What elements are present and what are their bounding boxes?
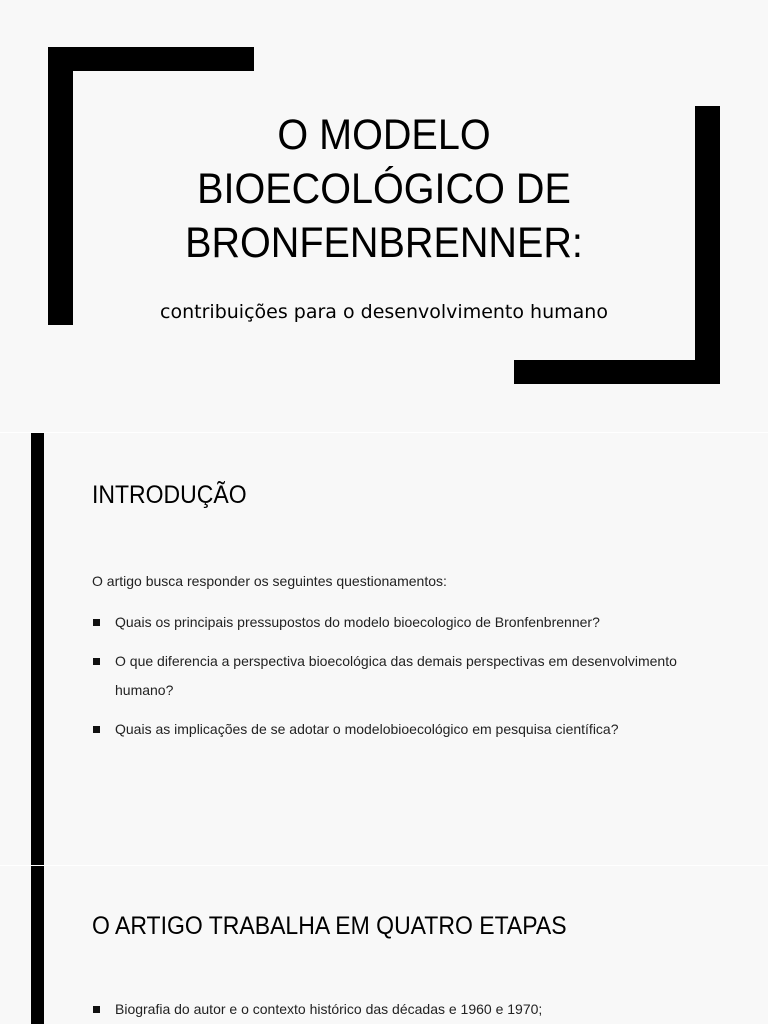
intro-lead-text: O artigo busca responder os seguintes questionamentos:	[92, 573, 447, 589]
title-slide	[0, 0, 768, 432]
main-title-line-1: O MODELO	[277, 111, 491, 159]
stages-bullet-list	[92, 995, 692, 1024]
slide-accent-bar	[31, 866, 44, 1024]
bracket-bottom-right-horizontal	[514, 360, 720, 384]
intro-heading: INTRODUÇÃO	[92, 481, 247, 509]
list-item	[92, 608, 692, 637]
square-bullet-icon	[93, 726, 100, 733]
bracket-top-left-vertical	[48, 47, 73, 325]
bracket-top-left-horizontal	[48, 47, 254, 71]
list-item	[92, 647, 692, 705]
square-bullet-icon	[93, 1006, 100, 1013]
bracket-bottom-right-vertical	[695, 106, 720, 384]
main-title	[123, 108, 646, 270]
main-title-line-2: BIOECOLÓGICO DE	[197, 165, 571, 213]
list-item-text: Quais os principais pressupostos do modelo bioecologico de Bronfenbrenner?	[115, 614, 600, 630]
intro-bullet-list	[92, 608, 692, 754]
list-item	[92, 715, 692, 744]
main-subtitle: contribuições para o desenvolvimento humano	[160, 301, 608, 323]
stages-slide	[0, 866, 768, 1024]
intro-slide	[0, 433, 768, 865]
list-item-text: Quais as implicações de se adotar o modelobioecológico em pesquisa científica?	[115, 721, 619, 737]
stages-heading: O ARTIGO TRABALHA EM QUATRO ETAPAS	[92, 912, 567, 940]
list-item-text: O que diferencia a perspectiva bioecológica das demais perspectivas em desenvolvimento humano?	[115, 653, 677, 698]
slide-accent-bar	[31, 433, 44, 865]
list-item-text: Biografia do autor e o contexto histórico das décadas e 1960 e 1970;	[115, 1001, 543, 1017]
square-bullet-icon	[93, 658, 100, 665]
list-item	[92, 995, 692, 1024]
main-title-line-3: BRONFENBRENNER:	[185, 219, 583, 267]
square-bullet-icon	[93, 619, 100, 626]
